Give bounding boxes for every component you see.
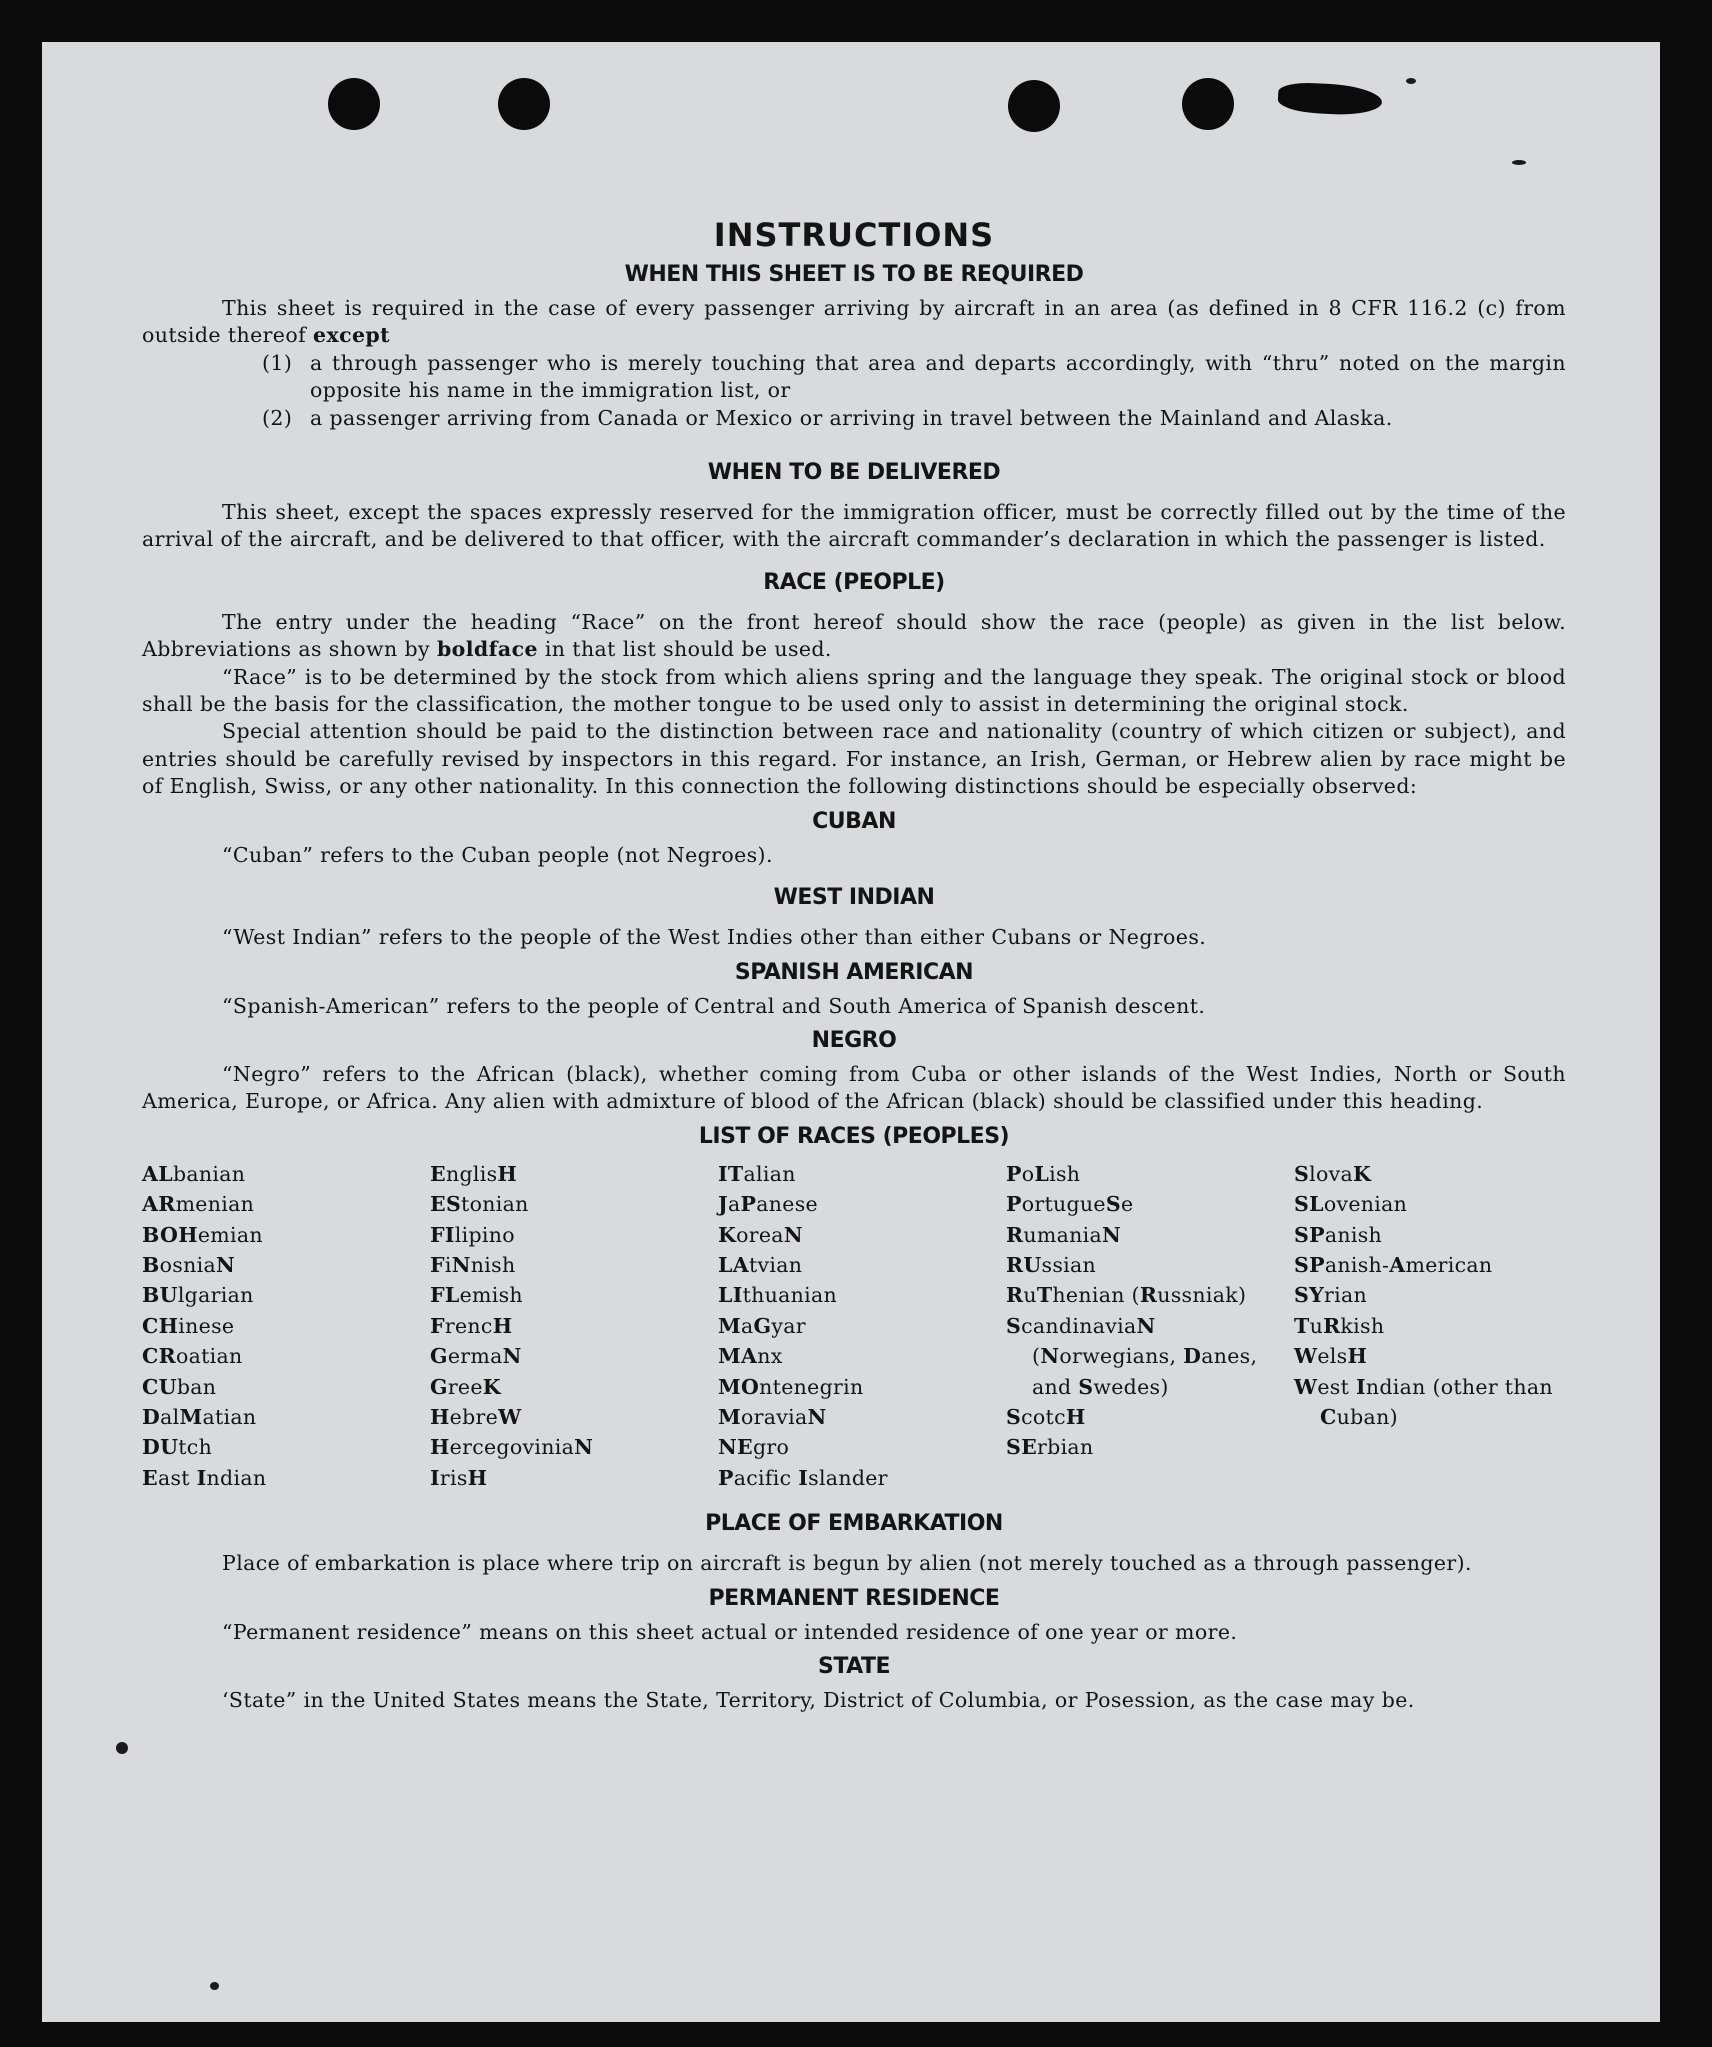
speck <box>116 1742 128 1754</box>
heading-negro: NEGRO <box>811 1027 897 1053</box>
heading-embarkation: PLACE OF EMBARKATION <box>705 1511 1003 1537</box>
races-column <box>1006 1159 1294 1493</box>
race-entry: JaPanese <box>718 1192 818 1217</box>
paragraph-state: ‘State” in the United States means the State, Territory, District of Columbia, or Posession, as the case may be. <box>222 1688 1415 1712</box>
race-entry: LIthuanian <box>718 1283 838 1308</box>
list-item: (1) a through passenger who is merely touching that area and departs accordingly, with “thru” noted on the margin opposite his name in the immigration list, or <box>262 350 1566 403</box>
race-entry: LAtvian <box>718 1252 803 1277</box>
race-entry: CHinese <box>142 1313 235 1338</box>
races-column <box>142 1159 430 1493</box>
heading-cuban: CUBAN <box>812 808 896 834</box>
race-entry: BOHemian <box>142 1222 263 1247</box>
heading-state: STATE <box>818 1654 890 1679</box>
punch-hole <box>498 78 550 130</box>
race-entry: NEgro <box>718 1435 790 1460</box>
race-entry: RUssian <box>1006 1252 1097 1277</box>
race-entry: MAnx <box>718 1344 783 1369</box>
paragraph-cuban: “Cuban” refers to the Cuban people (not Negroes). <box>222 842 773 867</box>
race-entry: BosniaN <box>142 1252 236 1277</box>
race-entry: ScandinaviaN (Norwegians, Danes, and Swedes) <box>1006 1313 1258 1399</box>
heading-race: RACE (PEOPLE) <box>763 569 945 595</box>
race-entry: ARmenian <box>142 1192 255 1217</box>
race-entry: ITalian <box>718 1161 796 1186</box>
races-column <box>718 1159 1006 1493</box>
race-entry: DalMatian <box>142 1404 257 1429</box>
race-entry: GermaN <box>430 1344 522 1369</box>
punch-hole <box>1182 78 1234 130</box>
heading-spanish-american: SPANISH AMERICAN <box>734 959 974 985</box>
document-page <box>42 42 1660 2022</box>
race-entry: HebreW <box>430 1404 522 1429</box>
race-entry: MOntenegrin <box>718 1374 864 1399</box>
instructions-body <box>142 168 1566 1714</box>
paragraph-race-2: “Race” is to be determined by the stock from which aliens spring and the language they speak. The original stock or blood shall be the basis for the classification, the mother tongue to be used only to assist in determining the original stock. <box>142 664 1566 717</box>
race-entry: PortugueSe <box>1006 1192 1134 1217</box>
race-entry: PoLish <box>1006 1161 1081 1186</box>
ink-smudge <box>1277 81 1382 116</box>
heading-when-delivered: WHEN TO BE DELIVERED <box>707 460 1001 486</box>
race-entry: RumaniaN <box>1006 1222 1122 1247</box>
paragraph-negro: “Negro” refers to the African (black), whether coming from Cuba or other islands of the West Indies, North or South America, Europe, or Africa. Any alien with admixture of blood of the African (black) should be classified under this heading. <box>142 1061 1566 1114</box>
paragraph-when-delivered: This sheet, except the spaces expressly reserved for the immigration officer, must be correctly filled out by the time of the arrival of the aircraft, and be delivered to that officer, with the aircraft commander’s declaration in which the passenger is listed. <box>142 500 1566 552</box>
races-table <box>142 1159 1566 1493</box>
paragraph-race-1: The entry under the heading “Race” on the front hereof should show the race (people) as given in the list below. Abbreviations as shown by boldface in that list should be used. <box>142 609 1566 662</box>
heading-permanent-residence: PERMANENT RESIDENCE <box>708 1585 1000 1611</box>
punch-hole <box>1008 80 1060 132</box>
race-entry: SErbian <box>1006 1435 1094 1460</box>
race-entry: MoraviaN <box>718 1404 827 1429</box>
race-entry: ALbanian <box>142 1161 246 1186</box>
speck <box>1512 160 1526 165</box>
paragraph-race-3: Special attention should be paid to the distinction between race and nationality (country of which citizen or subject), and entries should be carefully revised by inspectors in this regard. For instance, an Irish, German, or Hebrew alien by race might be of English, Swiss, or any other nationality. In this connection the following distinctions should be especially observed: <box>142 719 1566 799</box>
list-item: (2) a passenger arriving from Canada or Mexico or arriving in travel between the Mainland and Alaska. <box>262 405 1393 430</box>
punch-hole <box>328 78 380 130</box>
race-entry: TuRkish <box>1294 1313 1385 1338</box>
races-column <box>1294 1159 1582 1493</box>
heading-when-required: WHEN THIS SHEET IS TO BE REQUIRED <box>624 262 1084 287</box>
race-entry: MaGyar <box>718 1313 806 1338</box>
race-entry: FrencH <box>430 1313 513 1338</box>
speck <box>210 1982 219 1990</box>
paragraph-when-required: This sheet is required in the case of every passenger arriving by aircraft in an area (as defined in 8 CFR 116.2 (c) from outside thereof except <box>142 296 1566 348</box>
race-entry: East Indian <box>142 1465 267 1490</box>
race-entry: FIlipino <box>430 1222 515 1247</box>
heading-list-of-races: LIST OF RACES (PEOPLES) <box>698 1123 1010 1149</box>
race-entry: WelsH <box>1294 1344 1368 1369</box>
race-entry: DUtch <box>142 1435 213 1460</box>
race-entry: KoreaN <box>718 1222 803 1247</box>
race-entry: SlovaK <box>1294 1161 1372 1186</box>
race-entry: Pacific Islander <box>718 1465 888 1490</box>
paragraph-embarkation: Place of embarkation is place where trip on aircraft is begun by alien (not merely touched as a through passenger). <box>222 1551 1472 1576</box>
paragraph-spanish-american: “Spanish-American” refers to the people of Central and South America of Spanish descent. <box>222 993 1206 1018</box>
race-entry: HercegoviniaN <box>430 1435 594 1460</box>
race-entry: EStonian <box>430 1192 529 1217</box>
race-entry: SPanish <box>1294 1222 1383 1247</box>
paragraph-permanent-residence: “Permanent residence” means on this sheet actual or intended residence of one year or more. <box>222 1619 1238 1644</box>
race-entry: SYrian <box>1294 1283 1368 1308</box>
race-entry: SLovenian <box>1294 1192 1408 1217</box>
race-entry: EnglisH <box>430 1161 518 1186</box>
race-entry: West Indian (other than Cuban) <box>1294 1374 1553 1429</box>
race-entry: SPanish-American <box>1294 1252 1493 1277</box>
race-entry: CUban <box>142 1374 217 1399</box>
race-entry: ScotcH <box>1006 1404 1086 1429</box>
race-entry: FiNnish <box>430 1252 516 1277</box>
race-entry: CRoatian <box>142 1344 243 1369</box>
paragraph-west-indian: “West Indian” refers to the people of the West Indies other than either Cubans or Negroes. <box>222 925 1207 950</box>
speck <box>1406 78 1416 84</box>
page-title: INSTRUCTIONS <box>713 216 995 254</box>
race-entry: BUlgarian <box>142 1283 254 1308</box>
races-column <box>430 1159 718 1493</box>
race-entry: IrisH <box>430 1465 488 1490</box>
race-entry: RuThenian (Russniak) <box>1006 1283 1247 1308</box>
heading-west-indian: WEST INDIAN <box>773 885 935 911</box>
race-entry: GreeK <box>430 1374 501 1399</box>
race-entry: FLemish <box>430 1283 523 1308</box>
